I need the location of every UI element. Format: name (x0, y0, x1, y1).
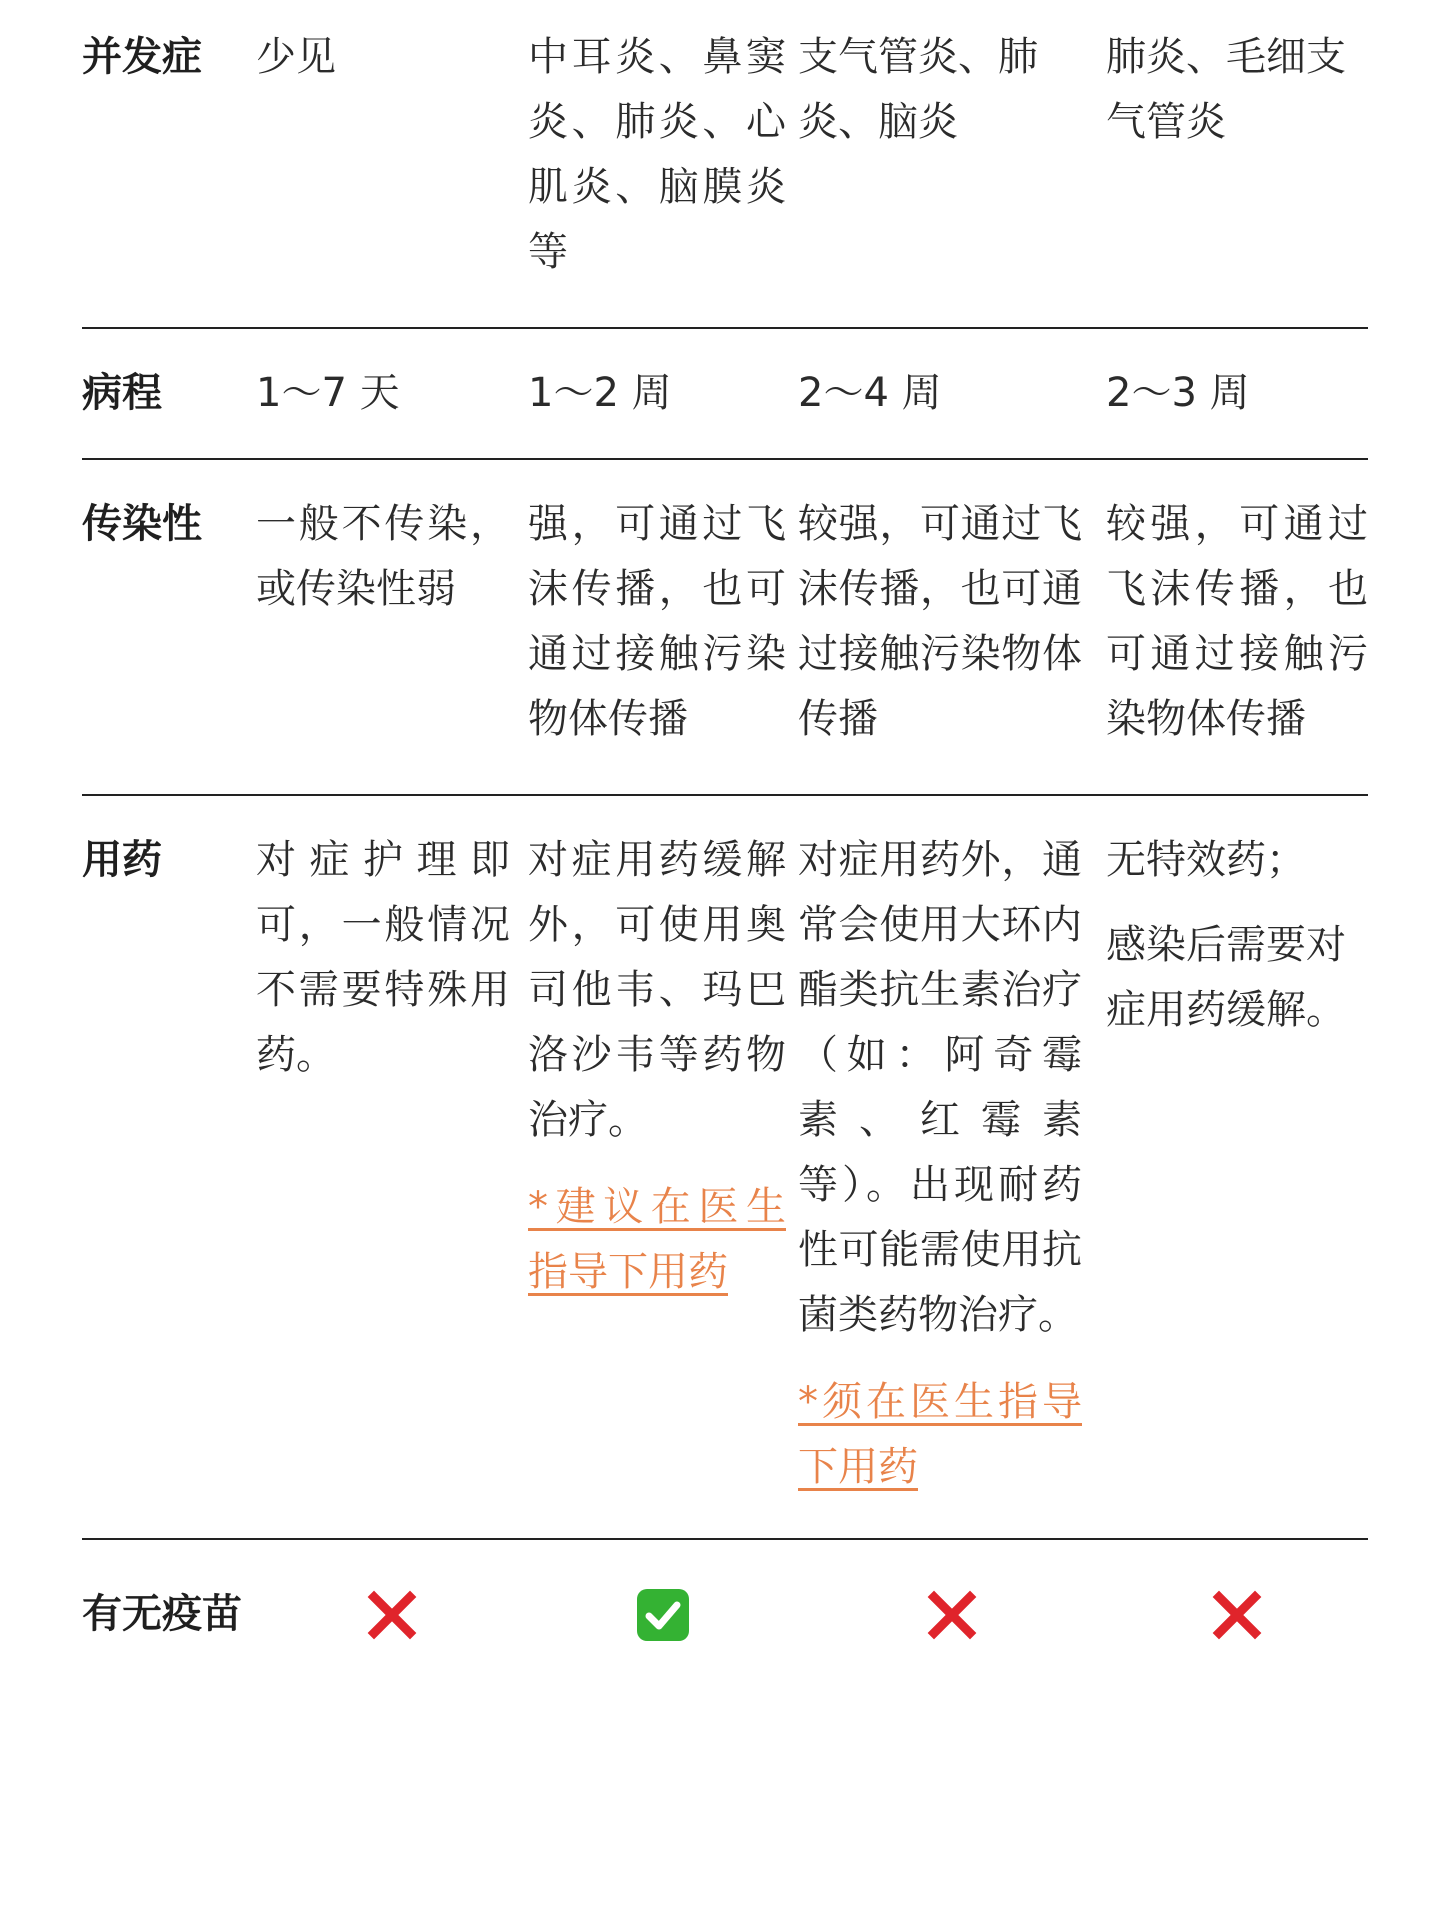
complications-col2: 中耳炎、鼻窦炎、肺炎、心肌炎、脑膜炎等 (528, 34, 786, 275)
contagion-col1: 一般不传染，或传染性弱 (256, 501, 510, 612)
course-col1: 1～7 天 (256, 370, 400, 416)
medication-col3-note-link[interactable]: *须在医生指导下用药 (798, 1379, 1082, 1490)
row-contagion (82, 460, 1368, 796)
medication-col4-text-a: 无特效药； (1106, 837, 1306, 883)
contagion-col2: 强，可通过飞沫传播，也可通过接触污染物体传播 (528, 501, 786, 742)
complications-col1: 少见 (256, 34, 336, 80)
cross-icon (1106, 1582, 1368, 1647)
medication-col1: 对症护理即可，一般情况不需要特殊用药。 (256, 837, 510, 1078)
row-medication (82, 796, 1368, 1540)
row-vaccine (82, 1540, 1368, 1647)
cross-icon (256, 1582, 528, 1647)
medication-col2-text: 对症用药缓解外，可使用奥司他韦、玛巴洛沙韦等药物治疗。 (528, 837, 786, 1143)
cross-icon (798, 1582, 1106, 1647)
comparison-table (82, 0, 1368, 1647)
row-course (82, 329, 1368, 460)
row-label-course: 病程 (82, 370, 162, 416)
contagion-col3: 较强，可通过飞沫传播，也可通过接触污染物体传播 (798, 501, 1082, 742)
medication-col2 (528, 828, 798, 1500)
course-col4: 2～3 周 (1106, 370, 1250, 416)
complications-col4: 肺炎、毛细支气管炎 (1106, 34, 1346, 145)
medication-col2-note-link[interactable]: *建议在医生指导下用药 (528, 1184, 786, 1295)
row-label-complications: 并发症 (82, 34, 202, 80)
row-label-contagion: 传染性 (82, 501, 202, 547)
row-complications (82, 0, 1368, 329)
medication-col3 (798, 828, 1106, 1500)
medication-col4-text-b: 感染后需要对症用药缓解。 (1106, 922, 1346, 1033)
contagion-col4: 较强，可通过飞沫传播，也可通过接触污染物体传播 (1106, 501, 1368, 742)
medication-col3-text: 对症用药外，通常会使用大环内酯类抗生素治疗（如：阿奇霉素、红霉素等）。出现耐药性可能需使用抗菌类药物治疗。 (798, 837, 1082, 1338)
complications-col3: 支气管炎、肺炎、脑炎 (798, 34, 1038, 145)
row-label-medication: 用药 (82, 837, 162, 883)
row-label-vaccine: 有无疫苗 (82, 1591, 242, 1637)
course-col2: 1～2 周 (528, 370, 672, 416)
course-col3: 2～4 周 (798, 370, 942, 416)
check-icon (528, 1582, 798, 1647)
medication-col4 (1106, 828, 1368, 1500)
